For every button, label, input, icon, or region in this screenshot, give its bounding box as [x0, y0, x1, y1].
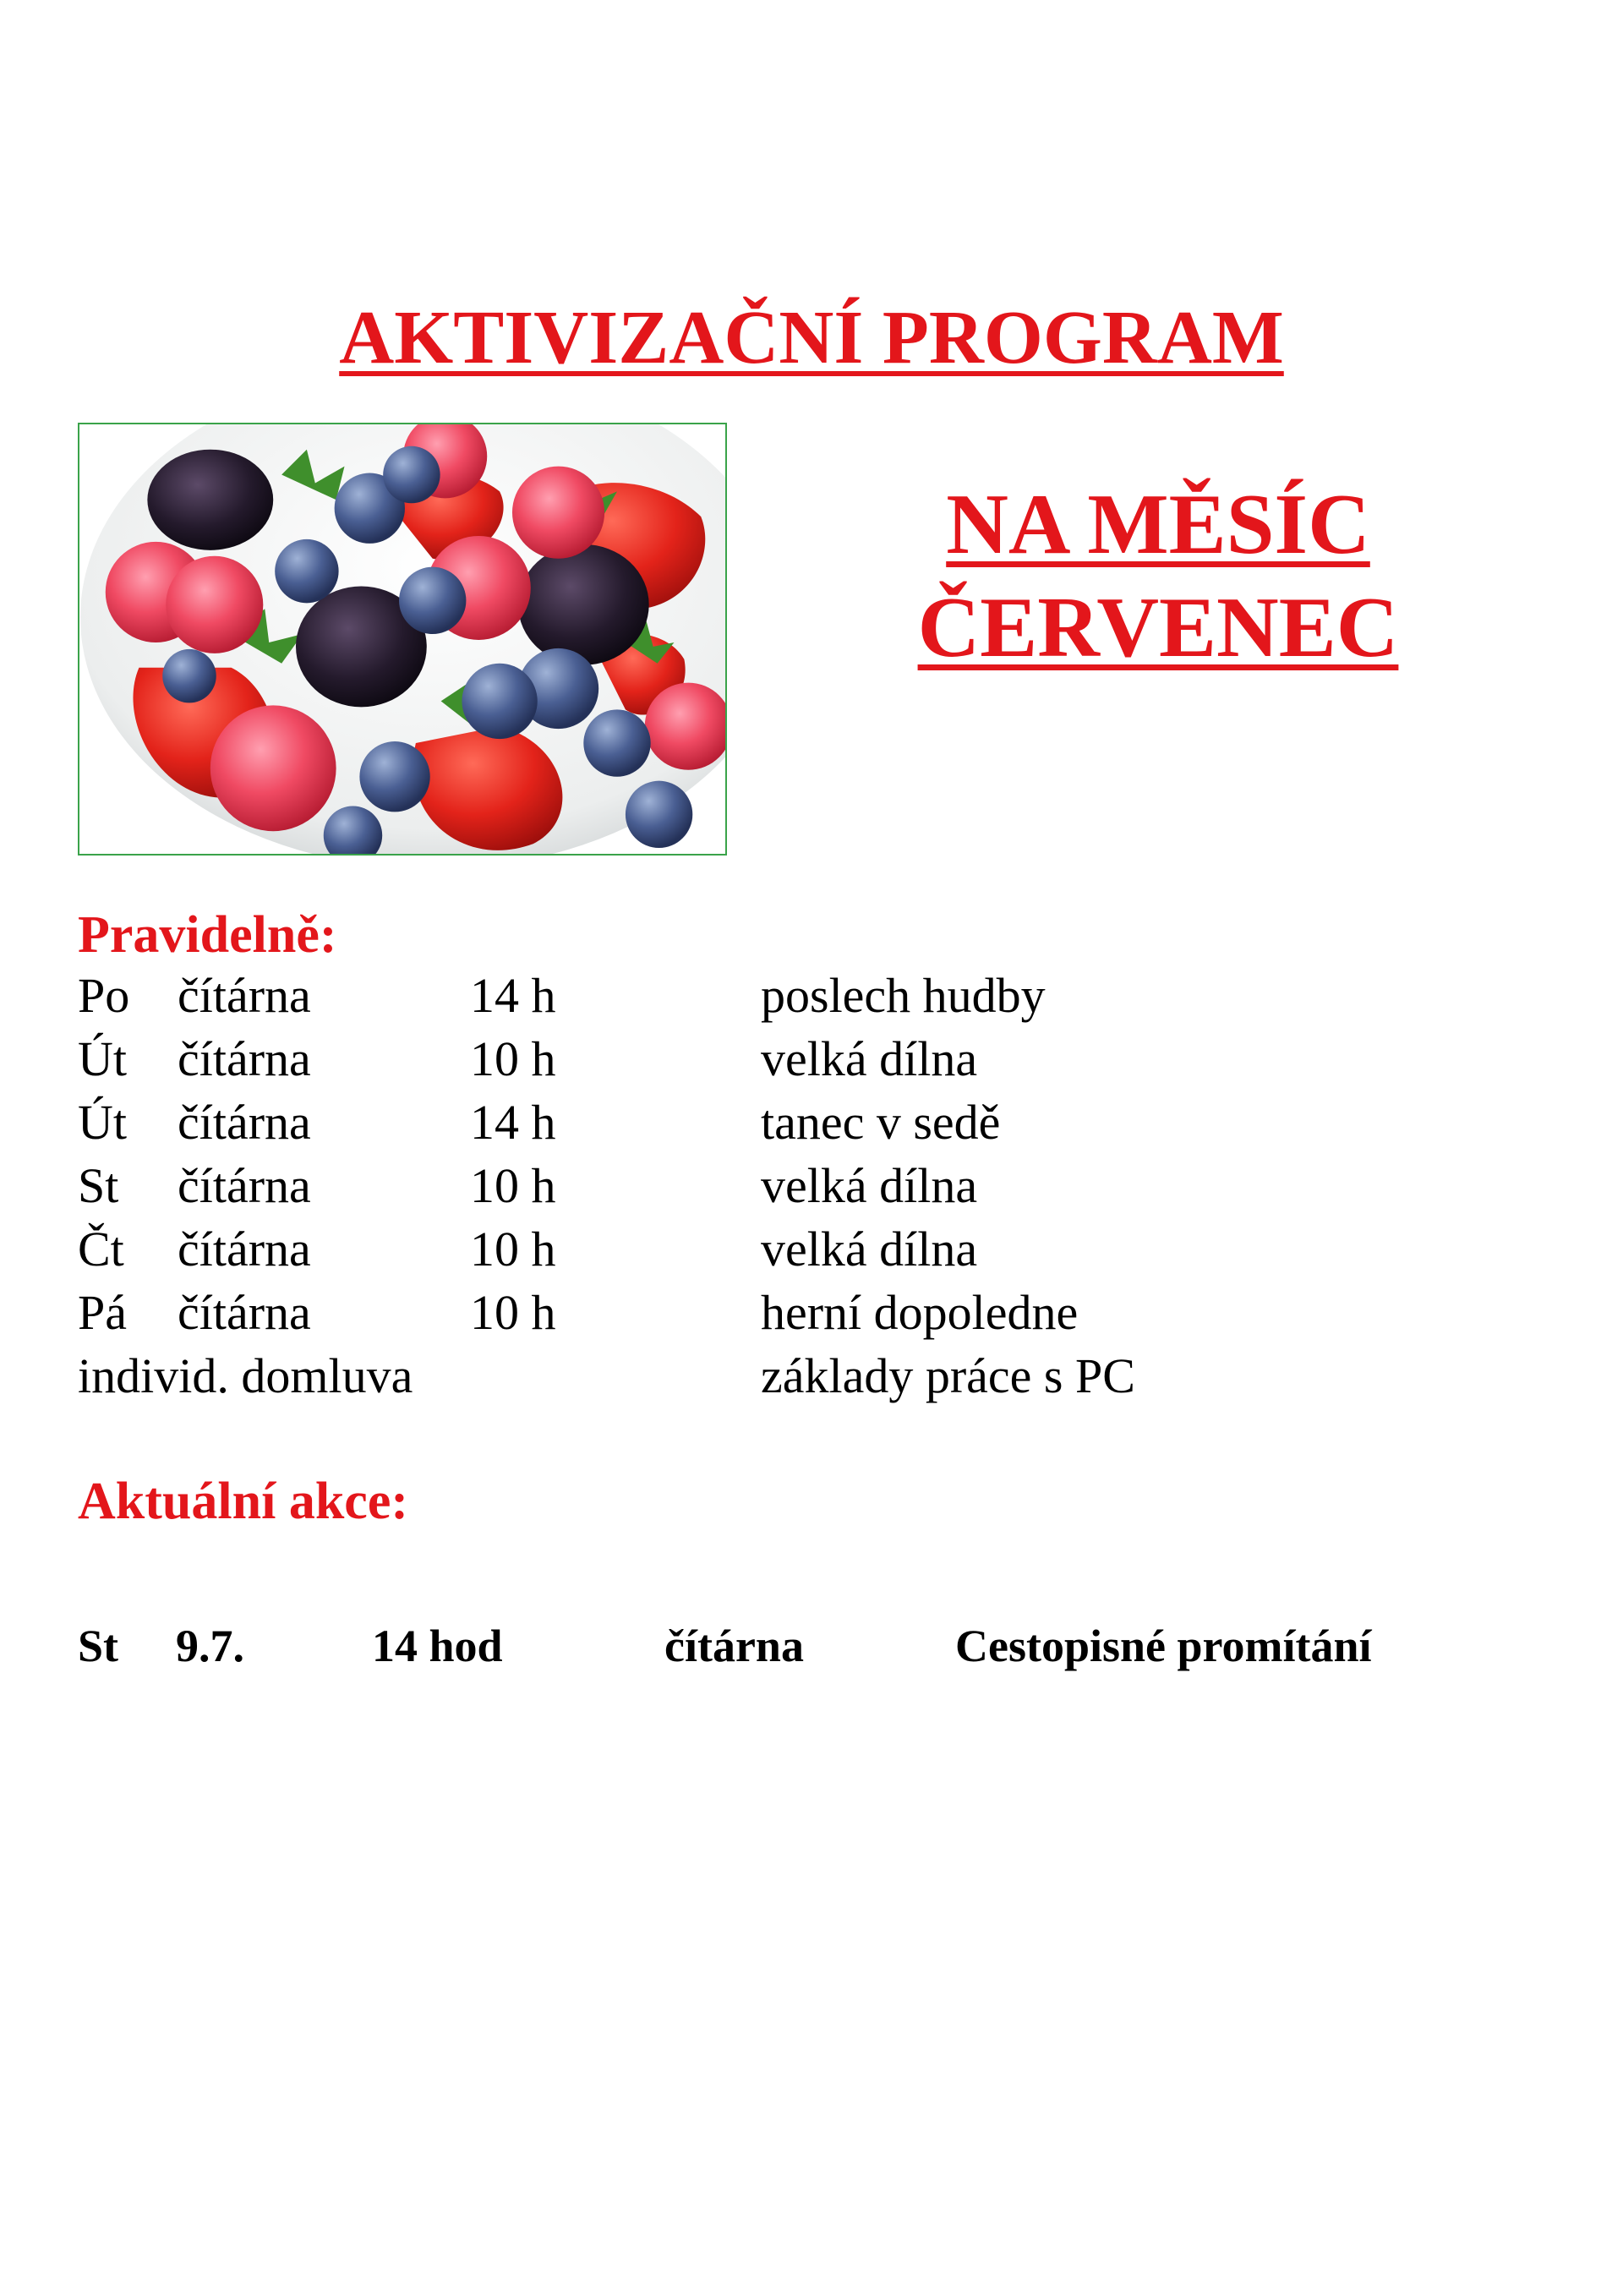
- schedule-time: 14 h: [470, 1095, 556, 1150]
- schedule-activity: herní dopoledne: [761, 1285, 1079, 1340]
- schedule-place: čítárna: [178, 1285, 311, 1340]
- berries-bowl-photo: [78, 423, 727, 856]
- subtitle-line-2: ČERVENEC: [917, 580, 1399, 675]
- schedule-place: čítárna: [178, 968, 311, 1023]
- schedule-row: [78, 1027, 1515, 1091]
- schedule-day: Út: [78, 1031, 127, 1086]
- schedule-activity: základy práce s PC: [761, 1348, 1135, 1403]
- schedule-row-individual: [78, 1344, 1515, 1408]
- schedule-day: Čt: [78, 1222, 124, 1276]
- schedule-day: St: [78, 1158, 119, 1213]
- schedule-row: [78, 1281, 1515, 1344]
- event-time: 14 hod: [372, 1621, 503, 1671]
- schedule-place: čítárna: [178, 1095, 311, 1150]
- schedule-time: 10 h: [470, 1031, 556, 1086]
- schedule-time: 10 h: [470, 1285, 556, 1340]
- event-title: Cestopisné promítání: [955, 1621, 1372, 1671]
- schedule-time: 10 h: [470, 1222, 556, 1276]
- berries-illustration: [79, 424, 725, 854]
- schedule-row: [78, 964, 1515, 1027]
- schedule-activity: velká dílna: [761, 1222, 978, 1276]
- schedule-row: [78, 1091, 1515, 1154]
- schedule-activity: velká dílna: [761, 1158, 978, 1213]
- event-place: čítárna: [664, 1621, 804, 1671]
- event-day: St: [78, 1621, 119, 1671]
- schedule-activity: tanec v sedě: [761, 1095, 1001, 1150]
- schedule-time: 14 h: [470, 968, 556, 1023]
- schedule-activity: velká dílna: [761, 1031, 978, 1086]
- regular-heading: Pravidelně:: [78, 906, 337, 964]
- schedule-day: Pá: [78, 1285, 127, 1340]
- schedule-note: individ. domluva: [78, 1348, 413, 1403]
- schedule-activity: poslech hudby: [761, 968, 1046, 1023]
- current-events-heading: Aktuální akce:: [78, 1473, 408, 1530]
- subtitle-line-1: NA MĚSÍC: [946, 477, 1370, 572]
- schedule-day: Po: [78, 968, 130, 1023]
- schedule-row: [78, 1217, 1515, 1281]
- month-subtitle: [879, 473, 1437, 680]
- page-title: AKTIVIZAČNÍ PROGRAM: [339, 296, 1284, 380]
- schedule-row: [78, 1154, 1515, 1217]
- schedule-time: 10 h: [470, 1158, 556, 1213]
- schedule-place: čítárna: [178, 1031, 311, 1086]
- schedule-day: Út: [78, 1095, 127, 1150]
- regular-schedule: [78, 964, 1515, 1408]
- schedule-place: čítárna: [178, 1222, 311, 1276]
- event-row: [78, 1616, 1515, 1676]
- schedule-place: čítárna: [178, 1158, 311, 1213]
- event-date: 9.7.: [176, 1621, 244, 1671]
